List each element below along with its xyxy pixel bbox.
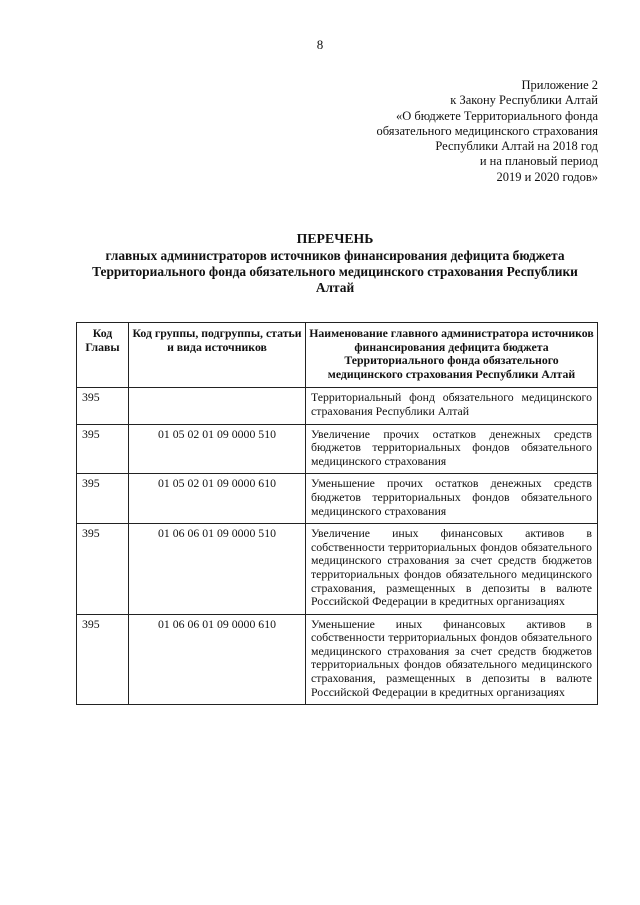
cell-head-code: 395 — [77, 524, 129, 615]
title-heading: ПЕРЕЧЕНЬ — [296, 231, 374, 246]
header-source-code: Код группы, подгруппы, статьи и вида источников — [129, 323, 306, 388]
appendix-line: обязательного медицинского страхования — [376, 123, 598, 138]
header-head-code: Код Главы — [77, 323, 129, 388]
cell-administrator-name: Уменьшение иных финансовых активов в собственности территориальных фондов обязательного медицинского страхования за счет средств бюджетов территориальных фондов обязательного медицинского страхования, размещенных в депозиты в валюте Российской Федерации в кредитных организациях — [306, 614, 598, 705]
cell-head-code: 395 — [77, 424, 129, 474]
appendix-line: Приложение 2 — [521, 78, 598, 92]
appendix-line: 2019 и 2020 годов» — [496, 169, 598, 184]
cell-administrator-name: Увеличение прочих остатков денежных средств бюджетов территориальных фондов обязательного медицинского страхования — [306, 424, 598, 474]
cell-head-code: 395 — [77, 614, 129, 705]
document-title — [70, 231, 600, 296]
administrators-table — [76, 322, 598, 705]
appendix-line: к Закону Республики Алтай — [450, 93, 598, 108]
appendix-note — [376, 78, 598, 185]
cell-administrator-name: Увеличение иных финансовых активов в собственности территориальных фондов обязательного медицинского страхования за счет средств бюджетов территориальных фондов обязательного медицинского страхования, размещенных в депозиты в валюте Российской Федерации в кредитных организациях — [306, 524, 598, 615]
cell-head-code: 395 — [77, 474, 129, 524]
cell-source-code: 01 06 06 01 09 0000 610 — [129, 614, 306, 705]
table-row — [77, 614, 598, 705]
table-row — [77, 424, 598, 474]
title-subtitle: главных администраторов источников финансирования дефицита бюджета Территориального фонда обязательного медицинского страхования Республики Алтай — [92, 248, 578, 295]
cell-source-code: 01 05 02 01 09 0000 510 — [129, 424, 306, 474]
appendix-line: «О бюджете Территориального фонда — [395, 108, 598, 123]
table-header-row — [77, 323, 598, 388]
cell-administrator-name: Уменьшение прочих остатков денежных средств бюджетов территориальных фондов обязательного медицинского страхования — [306, 474, 598, 524]
cell-source-code: 01 05 02 01 09 0000 610 — [129, 474, 306, 524]
cell-administrator-name: Территориальный фонд обязательного медицинского страхования Республики Алтай — [306, 388, 598, 424]
cell-source-code — [129, 388, 306, 424]
appendix-line: и на плановый период — [479, 154, 598, 169]
page-number: 8 — [316, 37, 324, 52]
cell-head-code: 395 — [77, 388, 129, 424]
table-row — [77, 524, 598, 615]
header-administrator-name: Наименование главного администратора источников финансирования дефицита бюджета Территориального фонда обязательного медицинского страхования Республики Алтай — [306, 323, 598, 388]
table-row — [77, 474, 598, 524]
cell-source-code: 01 06 06 01 09 0000 510 — [129, 524, 306, 615]
table-row — [77, 388, 598, 424]
appendix-line: Республики Алтай на 2018 год — [435, 139, 598, 154]
